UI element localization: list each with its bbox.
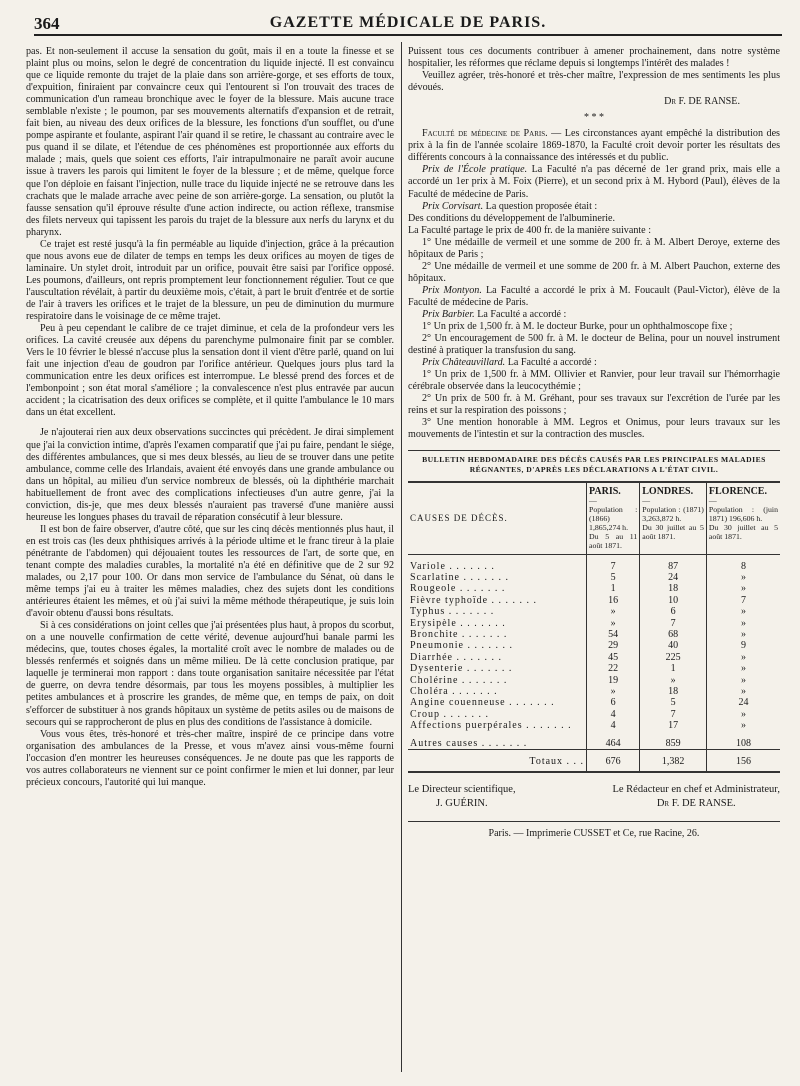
editorial-signatures [408,783,780,811]
value-cell: 464 [587,738,640,750]
paragraph: Peu à peu cependant le calibre de ce trajet diminue, et cela de la profondeur vers les orifices. La cavité creusée aux dépens du parenchyme pulmonaire finit par se combler. Vers le 10 février le blessé n'accuse plus la sensation dont il vient d'être parlé, quand on lui fait une injection d'eau de goudron par l'orifice antérieur. Quelques jours plus tard la communication entre les deux orifices est interrompue. Le blessé prend des forces et de l'embonpoint ; son état moral s'améliore ; la convalescence n'est plus entravée par aucun accident ; la cicatrisation des deux orifices se complète, et il quitte l'ambulance le 10 mars dans un état excellent. [26,323,394,419]
paragraph: pas. Et non-seulement il accuse la sensation du goût, mais il en a toute la finesse et se plaint plus ou moins, selon le degré de concentration du liquide injecté. Il est convaincu que ce liquide remonte du trajet de la plaie dans son arrière-gorge, et ses efforts de toux, d'expuition, finiraient par convaincre ceux qui l'entourent si l'on trouvait des traces de communication d'un rameau bronchique avec le foyer de la blessure. Mais aucune trace semblable n'existe ; le poumon, par ses mouvements alternatifs d'expansion et de retrait, fait bien, au niveau des deux orifices de la blessure, les fonctions d'un soufflet, ou d'une pompe aspirante et foulante, aspirant l'air quand il se retire, le chassant au contraire avec le pus quand il se dilate, et l'étendue de ces phénomènes est proportionnée aux efforts du malade ; mais, quels que soient ces efforts, l'air intrapulmonaire ne paraît avoir aucune issue à travers les parois qui limitent le foyer de la blessure ; et de même, quelque force que l'on déploie en faisant l'injection, nulle trace du liquide injecté ne se retrouve dans les crachats que le malade arrache avec peine de son arrière-gorge. La sensation, ou plutôt la fausse sensation qu'il éprouve résulte d'une action indirecte, ou action réflexe, transmise des filets nerveux qui tapissent les parois du trajet de la blessure aux nerfs du larynx et du pharynx. [26,46,394,238]
value-cell: » [706,629,780,640]
table-row [408,629,780,640]
faculty-announcement: Faculté de médecine de Paris. — Les circonstances ayant empêché la distribution des prix à la fin de l'année scolaire 1869-1870, la Faculté croit devoir porter les résultats des différents concours à la connaissance des intéressés et du public. [408,128,780,164]
prize-item: 1° Une médaille de vermeil et une somme de 200 fr. à M. Albert Deroye, externe des hôpitaux de Paris ; [408,236,780,260]
value-cell: 24 [706,697,780,708]
prize-paragraph: Prix Barbier. La Faculté a accordé : [422,308,567,320]
table-row [408,738,780,750]
value-cell: 7 [640,709,707,720]
bulletin-title: BULLETIN HEBDOMADAIRE DES DÉCÈS CAUSÉS PAR LES PRINCIPALES MALADIES RÉGNANTES, D'APRÈS LES DÉCLARATIONS A L'ÉTAT CIVIL. [408,450,780,475]
value-cell: 17 [640,720,707,731]
value-cell: 87 [640,561,707,572]
value-cell: 40 [640,640,707,651]
value-cell: 68 [640,629,707,640]
value-cell: » [640,675,707,686]
value-cell: 22 [587,663,640,674]
value-cell: 6 [640,606,707,617]
table-row [408,583,780,594]
paragraph: Je n'ajouterai rien aux deux observations succinctes qui précèdent. Je dirai simplement que j'ai la conviction intime, d'après l'examen comparatif que j'ai pu faire, pendant le siége, des différentes ambulances, que si mes deux blessés, au lieu de se trouver dans une petite ambulance, comme celle des Irlandais, avaient été envoyés dans une grande ambulance ou dans un hôpital, au milieu d'un service nombreux de blessés, où la diphthérie marchait habituellement de front avec des complications infectieuses d'un autre genre, j'ai la conviction, dis-je, que mes deux blessés n'auraient pas traversé d'une manière aussi heureuse les longues phases du travail de réparation consécutif à leur blessure. [26,427,394,523]
value-cell: » [706,709,780,720]
value-cell: 16 [587,595,640,606]
value-cell: 225 [640,652,707,663]
value-cell: » [706,572,780,583]
value-cell: 18 [640,686,707,697]
table-header-row [408,482,780,555]
value-cell: 5 [587,572,640,583]
value-cell: 7 [706,595,780,606]
value-cell: 24 [640,572,707,583]
value-cell: 7 [587,561,640,572]
value-cell: 108 [706,738,780,750]
prize-name: Prix Corvisart. [422,200,484,212]
prize-name: Prix Châteauvillard. [422,357,506,369]
left-column [26,46,394,789]
table-row [408,561,780,572]
table-row [408,618,780,629]
cause-cell: Dysenterie . . . . . . . [410,663,513,675]
prize-item: 2° Un prix de 500 fr. à M. Gréhant, pour ses travaux sur l'excrétion de l'urée par les reins et sur la respiration des poissons ; [408,393,780,417]
section-separator: * * * [584,112,604,124]
prize-paragraph: Prix Corvisart. La question proposée était : [422,200,598,212]
cause-cell: Variole . . . . . . . [410,560,495,572]
value-cell: » [706,675,780,686]
table-row [408,686,780,697]
value-cell: » [706,686,780,697]
editor-signature: Le Rédacteur en chef et Administrateur, Dr F. DE RANSE. [612,784,780,810]
prize-item: 3° Une mention honorable à MM. Legros et Onimus, pour leurs travaux sur les mouvements de l'intestin et sur la contraction des muscles. [408,417,780,441]
prize-item: Des conditions du développement de l'albuminerie. [408,212,616,224]
cause-cell: Fièvre typhoïde . . . . . . . [410,594,538,606]
table-row [408,640,780,651]
table-row [408,720,780,731]
paragraph: Puissent tous ces documents contribuer à amener prochainement, dans notre système hospitalier, les réformes que réclame depuis si longtemps l'intérêt des malades ! [408,46,780,70]
value-cell: » [706,652,780,663]
value-cell: » [706,606,780,617]
cause-cell: Croup . . . . . . . [410,708,489,720]
printer-imprint: Paris. — Imprimerie CUSSET et Ce, rue Racine, 26. [408,821,780,840]
paragraph: Veuillez agréer, très-honoré et très-cher maître, l'expression de mes sentiments les plus dévoués. [408,70,780,94]
value-cell: 4 [587,720,640,731]
value-cell: » [587,686,640,697]
author-signature: Dr F. DE RANSE. [664,96,740,108]
value-cell: 156 [706,750,780,773]
value-cell: 4 [587,709,640,720]
table-row [408,697,780,708]
value-cell: 1 [640,663,707,674]
cause-cell: Typhus . . . . . . . [410,606,495,618]
value-cell: 45 [587,652,640,663]
prize-name: Prix Montyon. [422,284,482,296]
table-row [408,606,780,617]
table-row [408,595,780,606]
cause-cell: Rougeole . . . . . . . [410,583,506,595]
value-cell: 1,382 [640,750,707,773]
value-cell: 19 [587,675,640,686]
cause-cell: Scarlatine . . . . . . . [410,571,509,583]
value-cell: 676 [587,750,640,773]
cause-cell: Affections puerpérales . . . . . . . [410,720,572,732]
value-cell: » [706,618,780,629]
cause-cell: Cholérine . . . . . . . [410,674,508,686]
value-cell: 54 [587,629,640,640]
journal-title: GAZETTE MÉDICALE DE PARIS. [269,14,547,31]
death-statistics-table [408,481,780,774]
column-divider [401,42,402,1072]
value-cell: » [706,663,780,674]
cause-cell: Erysipèle . . . . . . . [410,617,506,629]
value-cell: 859 [640,738,707,750]
value-cell: » [587,618,640,629]
value-cell: » [706,720,780,731]
value-cell: » [706,583,780,594]
paragraph: Vous vous êtes, très-honoré et très-cher maître, inspiré de ce principe dans votre organisation des ambulances de la Presse, et vous m'avez ainsi vous-même fourni l'occasion d'en montrer les heureuses conséquences. Je ne doute pas que les rapports de vos autres collaborateurs ne viennent sur ce point confirmer le mien et lui donner, par leur précieux concours, l'autorité qui lui manque. [26,728,394,788]
right-column [408,46,780,840]
cause-cell: Autres causes . . . . . . . [410,737,528,749]
page-number: 364 [34,14,60,33]
value-cell: 9 [706,640,780,651]
cause-cell: Totaux . . . [408,750,587,773]
cause-cell: Pneumonie . . . . . . . [410,640,513,652]
prize-item: 1° Un prix de 1,500 fr. à M. le docteur Burke, pour un ophthalmoscope fixe ; [422,321,733,333]
value-cell: 29 [587,640,640,651]
paragraph: Ce trajet est resté jusqu'à la fin perméable au liquide d'injection, grâce à la précaution que nous avons eue de dilater de temps en temps les deux orifices au moyen de tiges de laminaire. Un stylet droit, introduit par un orifice, pouvait être saisi par l'orifice opposé. Les poumons, d'ailleurs, ont repris promptement leur fonctionnement régulier. Tout ce que l'auscultation révélait, à partir du deuxième mois, c'était, à part le bruit d'entrée et de sortie de l'air à travers les orifices et le trajet de la blessure, un peu de diminution du murmure respiratoire dans le voisinage de ce même trajet. [26,238,394,323]
prize-paragraph: Prix Montyon. La Faculté a accordé le prix à M. Foucault (Paul-Victor), élève de la Faculté de médecine de Paris. [408,284,781,308]
prize-name: Prix de l'École pratique. [422,164,528,176]
paragraph: Il est bon de faire observer, d'autre côté, que sur les cinq décès mentionnés plus haut, il en est trois cas (les deux phthisiques arrivés à la période ultime et le franc tireur à la plaie pénétrante de l'abdomen) qui déjouaient toutes les ressources de l'art, de sorte que, en tenant compte des maladies curables, la mortalité n'a été en définitive que de 2 sur 92 malades, ou 2,17 pour 100. Or dans mon service de l'ambulance du Sénat, où dans le même temps j'ai eu à traiter les mêmes maladies, chez des sujets dont les conditions antérieures étaient les mêmes, et où j'ai suivi la même méthode thérapeutique, je suis loin d'avoir obtenu d'aussi bons résultats. [26,523,394,620]
city-header-florence: FLORENCE. — Population : (juin 1871) 196,606 h. Du 30 juillet au 5 août 1871. [706,482,780,555]
table-row [408,572,780,583]
value-cell: 6 [587,697,640,708]
table-row [408,750,780,773]
cause-cell: Diarrhée . . . . . . . [410,651,502,663]
city-header-londres: LONDRES. — Population : (1871) 3,263,872 h. Du 30 juillet au 5 août 1871. [640,482,707,555]
value-cell: 10 [640,595,707,606]
value-cell: 1 [587,583,640,594]
prize-item: 2° Un encouragement de 500 fr. à M. le docteur de Belina, pour un nouvel instrument destiné à pratiquer la transfusion du sang. [408,333,780,357]
cause-cell: Choléra . . . . . . . [410,685,498,697]
prize-paragraph: Prix de l'École pratique. La Faculté n'a pas décerné de 1er grand prix, mais elle a accordé un 1er prix à M. Foix (Pierre), et un second prix à M. Hybord (Paul), élèves de la Faculté de médecine de Paris. [408,164,780,200]
table-row [408,675,780,686]
prize-item: La Faculté partage le prix de 400 fr. de la manière suivante : [408,224,651,236]
value-cell: 18 [640,583,707,594]
prize-item: 2° Une médaille de vermeil et une somme de 200 fr. à M. Albert Pauchon, externe des hôpitaux. [408,260,780,284]
value-cell: 5 [640,697,707,708]
prize-item: 1° Un prix de 1,500 fr. à MM. Ollivier et Ranvier, pour leur travail sur l'hémorrhagie cérébrale observée dans la leucocythémie ; [408,369,780,393]
cause-column-header: CAUSES DE DÉCÈS. [408,482,587,555]
prize-paragraph: Prix Châteauvillard. La Faculté a accordé : [422,357,597,369]
page-header [34,8,782,36]
prize-name: Prix Barbier. [422,308,475,320]
section-heading: Faculté de médecine de Paris. [422,128,548,140]
table-row [408,652,780,663]
city-header-paris: PARIS. — Population : (1866) 1,865,274 h. Du 5 au 11 août 1871. [587,482,640,555]
value-cell: 8 [706,561,780,572]
paragraph: Si à ces considérations on joint celles que j'ai présentées plus haut, à propos du scorbut, on a une nouvelle confirmation de cette vérité, devenue aujourd'hui banale parmi les médecins, que, toutes choses égales, la mortalité croît avec le nombre de malades ou de blessés renfermés et soignés dans un même milieu. De là cette conclusion pratique, par laquelle je terminerai mon rapport : dans toute organisation sanitaire nécessitée par l'état de guerre, on devra tendre désormais, par tous les moyens possibles, à multiplier les petites ambulances et à proscrire les grandes, de même que, en temps de paix, on doit s'efforcer de substituer à nos grands hôpitaux un système de petits asiles ou de maisons de secours qui se rapprocheront de plus en plus des conditions de l'assistance à domicile. [26,620,394,728]
cause-cell: Angine couenneuse . . . . . . . [410,697,555,709]
value-cell: » [587,606,640,617]
director-signature: Le Directeur scientifique, J. GUÉRIN. [408,784,516,810]
table-row [408,663,780,674]
value-cell: 7 [640,618,707,629]
table-row [408,709,780,720]
cause-cell: Bronchite . . . . . . . [410,628,508,640]
